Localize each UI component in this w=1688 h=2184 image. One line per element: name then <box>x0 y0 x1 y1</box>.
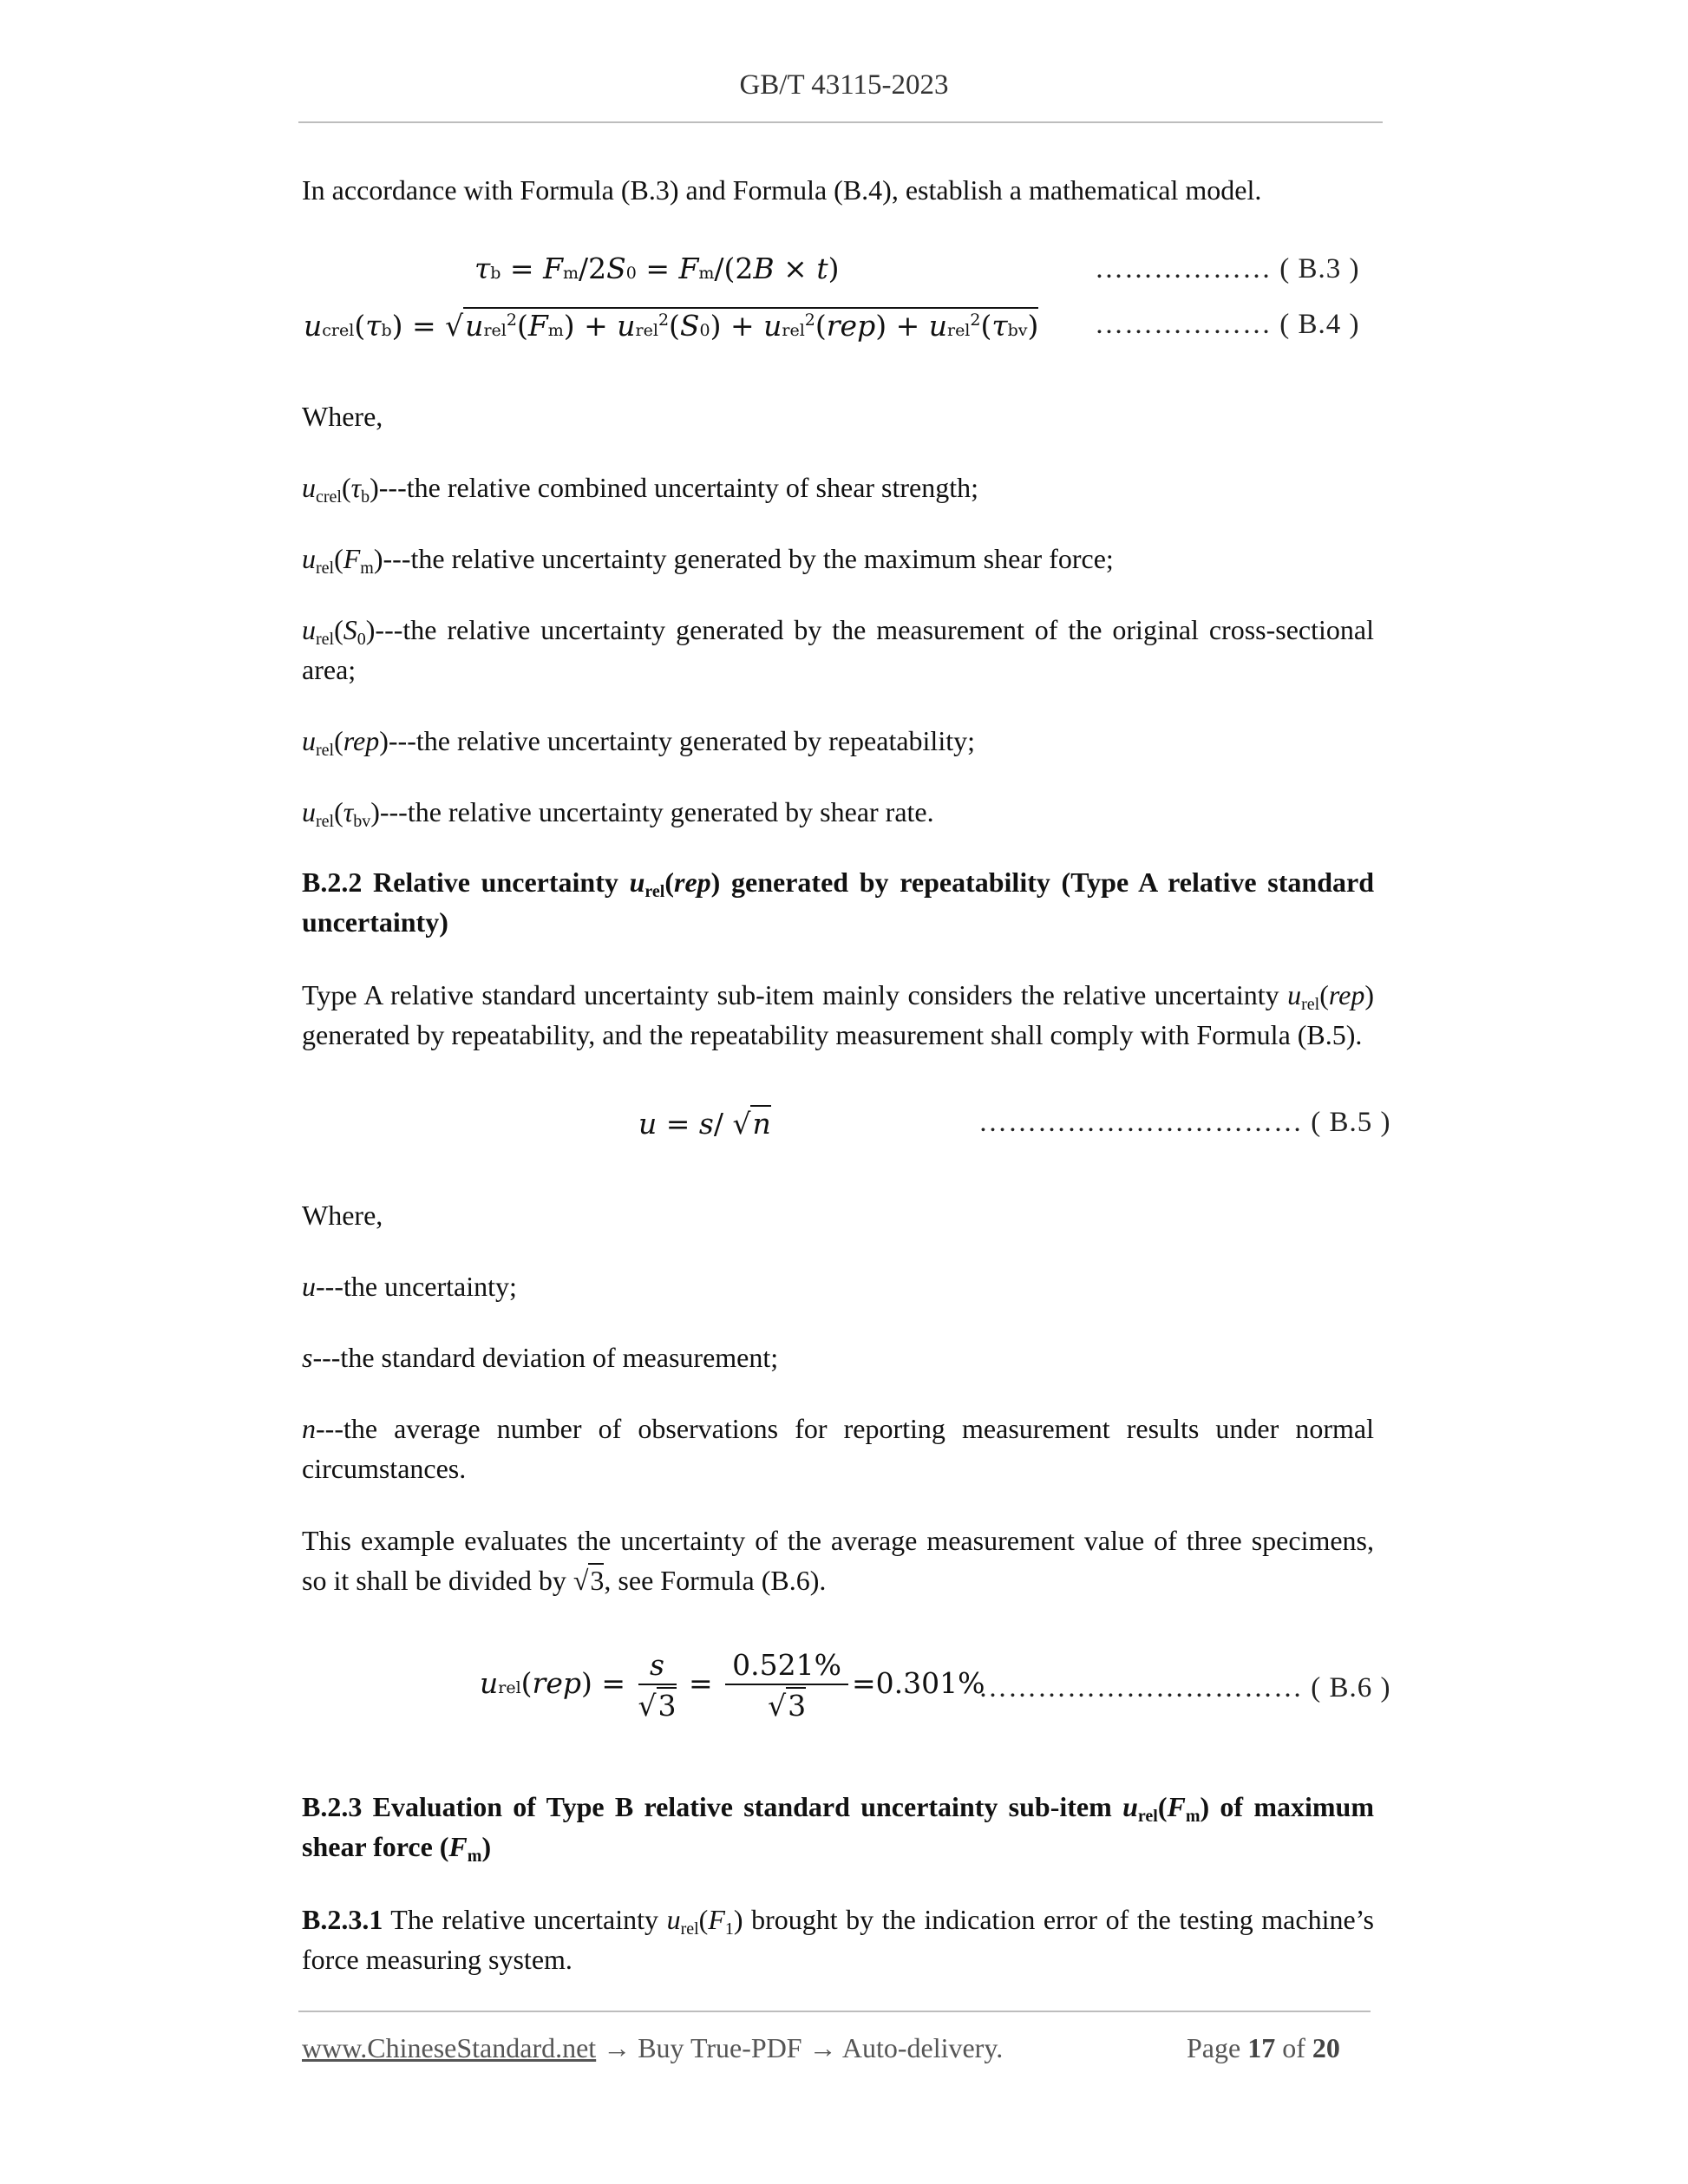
formula-b3-number: ……………… ( B.3 ) <box>1095 253 1360 284</box>
section-heading-b22-text: B.2.2 Relative uncertainty <box>302 866 630 898</box>
section-heading-b23-text-1: B.2.3 Evaluation of Type B relative standard uncertainty sub-item <box>302 1791 1123 1822</box>
definition-u-text: ---the uncertainty; <box>316 1271 517 1302</box>
header-rule <box>298 121 1383 123</box>
page-label: Page <box>1187 2032 1248 2063</box>
definition-urel-rep: $u_{rel}(rep)--$-the relative uncertainty generated by repeatability; <box>302 725 975 760</box>
definition-u: u---the uncertainty; <box>302 1271 517 1302</box>
definition-s-text: ---the standard deviation of measurement; <box>312 1342 779 1373</box>
example-text-2: , see Formula (B.6). <box>604 1565 827 1596</box>
b231-text-2: brought by the indication error of the testing machine’s force measuring system. <box>302 1904 1375 1975</box>
definition-urel-fm-text: ---the relative uncertainty generated by the maximum shear force; <box>383 543 1114 574</box>
section-heading-b23-text-2: of maximum shear force ( <box>302 1791 1375 1862</box>
formula-b6: urel(rep) = $\frac{s}{√3}$ = $\frac{0.521\%}{√3}$ =0.301% <box>480 1648 985 1723</box>
definition-n: n---the average number of observations for reporting measurement results under normal circumstances. <box>302 1413 1374 1484</box>
definition-urel-fm: $u_{rel}(F_m)--$-the relative uncertainty generated by the maximum shear force; <box>302 543 1114 578</box>
footer-promo <box>302 2032 1003 2064</box>
example-text-1: This example evaluates the uncertainty of the average measurement value of three specimens, so it shall be divided by <box>302 1525 1374 1596</box>
formula-b6-number: …………………………… ( B.6 ) <box>978 1672 1391 1703</box>
typeA-text-1: Type A relative standard uncertainty sub-item mainly considers the relative uncertainty <box>302 979 1288 1010</box>
formula-b5-number: …………………………… ( B.5 ) <box>978 1107 1391 1138</box>
typeA-paragraph: Type A relative standard uncertainty sub-item mainly considers the relative uncertainty $u_{rel}(rep)$ generated by repeatability, and the repeatability measurement shall comply with Formula (B.5). <box>302 979 1374 1050</box>
b231-text-1: The relative uncertainty <box>383 1904 667 1935</box>
section-heading-b23-text-3: ) <box>481 1831 492 1862</box>
sqrt-three: 3 <box>590 1565 605 1596</box>
definition-n-text: ---the average number of observations for reporting measurement results under normal circumstances. <box>302 1413 1374 1484</box>
definition-urel-rep-text: ---the relative uncertainty generated by repeatability; <box>388 725 975 756</box>
definition-urel-tbv-text: ---the relative uncertainty generated by shear rate. <box>379 796 934 827</box>
definition-s: s---the standard deviation of measurement; <box>302 1342 779 1373</box>
definition-urel-s0: $u_{rel}(S_0)--$-the relative uncertainty generated by the measurement of the original cross-sectional area; <box>302 614 1374 685</box>
formula-b5: u = s/ √n <box>638 1107 771 1141</box>
footer-website-link[interactable]: www.ChineseStandard.net <box>302 2032 597 2063</box>
clause-number-b231: B.2.3.1 <box>302 1904 383 1935</box>
page-indicator <box>1187 2032 1340 2064</box>
formula-b6-numerator: 0.521% <box>725 1648 848 1685</box>
where-label-2: Where, <box>302 1200 383 1231</box>
definition-urel-tbv: $u_{rel}(\tau_{bv})--$-the relative uncertainty generated by shear rate. <box>302 796 934 831</box>
typeA-text-2: generated by repeatability, and the repeatability measurement shall comply with Formula (B.5). <box>302 1019 1363 1050</box>
intro-paragraph: In accordance with Formula (B.3) and Formula (B.4), establish a mathematical model. <box>302 174 1262 206</box>
definition-ucrel: $u_{crel}(\tau_b)--$-the relative combined uncertainty of shear strength; <box>302 472 979 507</box>
formula-b3: τb = Fm/2S0 = Fm/(2B × t) <box>474 252 840 285</box>
paragraph-b231: B.2.3.1 The relative uncertainty $u_{rel}(F_1)$ brought by the indication error of the testing machine’s force measuring system. <box>302 1904 1375 1975</box>
footer-tagline: → Buy True-PDF → Auto-delivery. <box>596 2032 1004 2063</box>
page-total: 20 <box>1312 2032 1340 2063</box>
page-header: GB/T 43115-2023 <box>739 69 949 101</box>
section-heading-b22: B.2.2 Relative uncertainty $u_{rel}(rep)$ generated by repeatability (Type A relative standard uncertainty) <box>302 866 1375 938</box>
definition-ucrel-text: ---the relative combined uncertainty of shear strength; <box>378 472 979 503</box>
section-heading-b22-text-2: generated by repeatability (Type A relative standard uncertainty) <box>302 866 1375 938</box>
where-label-1: Where, <box>302 401 383 432</box>
section-heading-b23: B.2.3 Evaluation of Type B relative standard uncertainty sub-item $u_{rel}(F_m)$ of maximum shear force $(F_m)$ <box>302 1791 1375 1866</box>
definition-urel-s0-text: ---the relative uncertainty generated by the measurement of the original cross-sectional area; <box>302 614 1374 685</box>
formula-b4: ucrel(τb) = √urel$^2$(Fm) + urel$^2$(S0) + urel$^2$(rep) + urel$^2$(τbv) <box>304 309 1039 343</box>
formula-b4-number: ……………… ( B.4 ) <box>1095 309 1360 340</box>
footer-rule <box>298 2011 1371 2012</box>
example-paragraph: This example evaluates the uncertainty of the average measurement value of three specimens, so it shall be divided by √3, see Formula (B.6). <box>302 1525 1374 1596</box>
page-of: of <box>1275 2032 1312 2063</box>
formula-b6-result: =0.301% <box>852 1666 985 1700</box>
page-current: 17 <box>1247 2032 1276 2063</box>
